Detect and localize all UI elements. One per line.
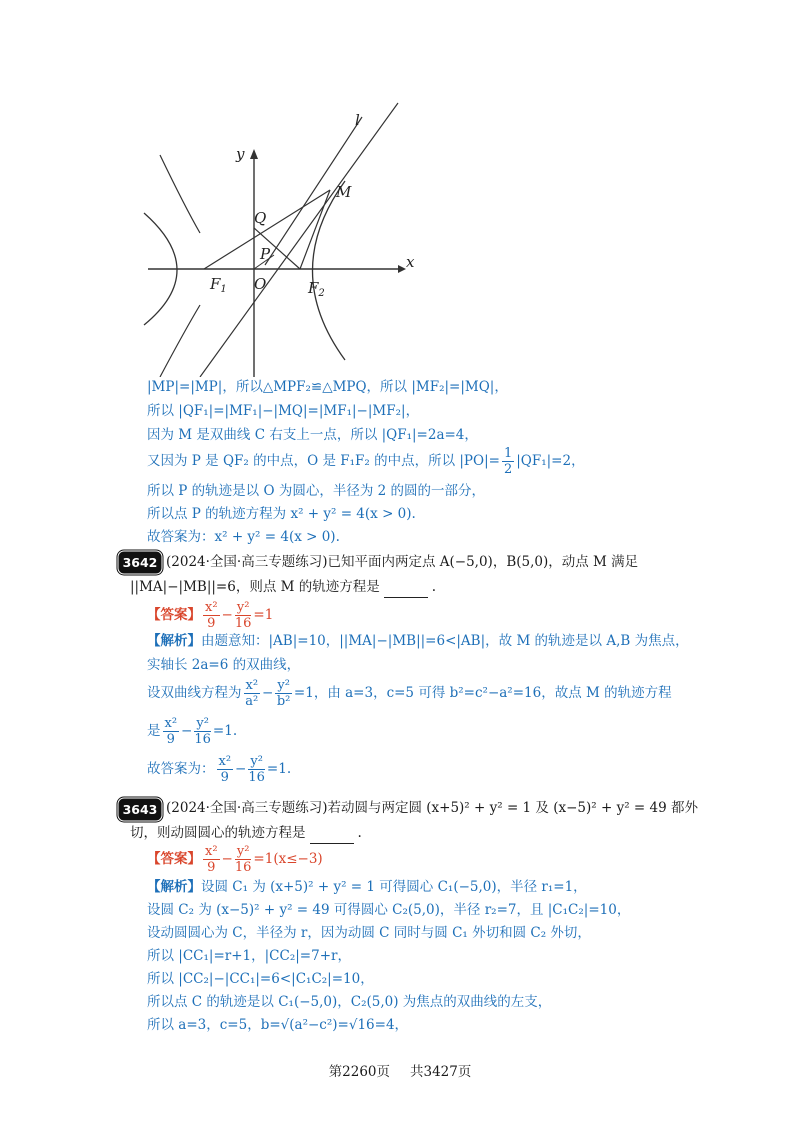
question-number-badge-3643: 3643	[120, 800, 160, 819]
label-P: P	[260, 245, 271, 263]
q3642-analysis-line-4: 是 $\frac{\text{x²}}{9}$ − $\frac{\text{y²}}{16}$ =1.	[147, 716, 238, 747]
prev-solution-line-7: 故答案为：x² + y² = 4(x > 0).	[147, 529, 340, 545]
label-M: M	[336, 183, 352, 201]
q3643-analysis-line-2: 设圆 C₂ 为 (x−5)² + y² = 49 可得圆心 C₂(5,0)，半径 r₂=7，且 |C₁C₂|=10，	[147, 902, 631, 918]
prev-solution-line-4	[147, 446, 585, 477]
prev-solution-line-1: |MP|=|MP|，所以△MPF₂≌△MPQ，所以 |MF₂|=|MQ|，	[147, 379, 508, 395]
q3643-analysis-line-1: 【解析】设圆 C₁ 为 (x+5)² + y² = 1 可得圆心 C₁(−5,0)，半径 r₁=1，	[147, 879, 587, 895]
prev-solution-line-5: 所以 P 的轨迹是以 O 为圆心，半径为 2 的圆的一部分，	[147, 483, 485, 499]
answer-tag-3643: 【答案】	[147, 851, 201, 867]
x-axis-arrow	[398, 265, 406, 273]
label-y: y	[236, 145, 245, 163]
page-footer	[0, 1060, 800, 1080]
left-branch-upper	[160, 155, 200, 233]
left-branch-lower	[160, 305, 200, 377]
prev-solution-line-4-text: 又因为 P 是 QF₂ 的中点，O 是 F₁F₂ 的中点，所以 |PO|=	[147, 453, 500, 469]
hyperbola-figure	[140, 95, 430, 377]
q3643-stem-line-2: 切，则动圆圆心的轨迹方程是 .	[130, 822, 362, 844]
q3642-answer: 【答案】 $\frac{\text{x²}}{9}$ − $\frac{\text{y²}}{16}$ =1	[147, 600, 274, 631]
q3643-stem-line-1: (2024·全国·高三专题练习)若动圆与两定圆 (x+5)² + y² = 1 及 (x−5)² + y² = 49 都外	[166, 800, 698, 816]
page-total: 共3427页	[410, 1064, 472, 1080]
q3642-stem-line-2-text: ||MA|−|MB||=6，则点 M 的轨迹方程是	[130, 579, 380, 595]
analysis-tag: 【解析】	[147, 633, 201, 649]
label-x: x	[406, 253, 415, 271]
half-fraction: $\frac{1}{2}$	[503, 446, 513, 477]
page-number: 第2260页	[328, 1064, 390, 1080]
prev-solution-line-6: 所以点 P 的轨迹方程为 x² + y² = 4(x > 0).	[147, 506, 416, 522]
q3642-analysis-line-2: 实轴长 2a=6 的双曲线，	[147, 657, 301, 673]
label-Q: Q	[254, 209, 267, 227]
q3642-stem-line-2: ||MA|−|MB||=6，则点 M 的轨迹方程是 .	[130, 576, 436, 598]
q3642-analysis-line-1: 【解析】由题意知：|AB|=10，||MA|−|MB||=6<|AB|，故 M 的轨迹是以 A,B 为焦点，	[147, 633, 689, 649]
q3643-analysis-line-4: 所以 |CC₁|=r+1，|CC₂|=7+r，	[147, 948, 351, 964]
asymptote-line	[200, 103, 398, 377]
q3643-analysis-line-7: 所以 a=3，c=5，b=√(a²−c²)=√16=4，	[147, 1017, 409, 1033]
y-axis-arrow	[250, 149, 258, 159]
line-M-F2	[300, 190, 330, 269]
answer-blank	[384, 583, 428, 598]
answer-tag: 【答案】	[147, 607, 201, 623]
q3642-stem-line-1: (2024·全国·高三专题练习)已知平面内两定点 A(−5,0)，B(5,0)，动点 M 满足	[166, 554, 639, 570]
prev-solution-line-4-tail: |QF₁|=2，	[516, 453, 585, 469]
q3643-stem-line-2-text: 切，则动圆圆心的轨迹方程是	[130, 825, 306, 841]
hyperbola-diagram	[140, 95, 430, 377]
analysis-tag-3643: 【解析】	[147, 879, 201, 895]
q3643-analysis-line-6: 所以点 C 的轨迹是以 C₁(−5,0)，C₂(5,0) 为焦点的双曲线的左支，	[147, 994, 552, 1010]
prev-solution-line-2: 所以 |QF₁|=|MF₁|−|MQ|=|MF₁|−|MF₂|，	[147, 403, 420, 419]
q3643-analysis-line-5: 所以 |CC₂|−|CC₁|=6<|C₁C₂|=10，	[147, 971, 374, 987]
label-l: l	[355, 111, 360, 129]
q3642-analysis-line-5: 故答案为： $\frac{\text{x²}}{9}$ − $\frac{\text{y²}}{16}$ =1.	[147, 754, 292, 785]
q3643-analysis-line-3: 设动圆圆心为 C，半径为 r，因为动圆 C 同时与圆 C₁ 外切和圆 C₂ 外切，	[147, 925, 591, 941]
question-number-badge: 3642	[120, 553, 160, 572]
q3642-analysis-line-3: 设双曲线方程为 $\frac{\text{x²}}{\text{a²}}$ − $\frac{\text{y²}}{\text{b²}}$ =1，由 a=3，c=5 可得 b²=c²−a²=16，故点 M 的轨迹方程	[147, 678, 672, 709]
label-O: O	[254, 275, 267, 293]
right-branch	[313, 181, 346, 360]
label-F2: $F_2$	[308, 279, 325, 299]
q3643-answer: 【答案】 $\frac{\text{x²}}{9}$ − $\frac{\text{y²}}{16}$ =1(x≤−3)	[147, 844, 323, 875]
prev-solution-line-3: 因为 M 是双曲线 C 右支上一点，所以 |QF₁|=2a=4，	[147, 427, 478, 443]
label-F1: $F_1$	[210, 275, 227, 295]
